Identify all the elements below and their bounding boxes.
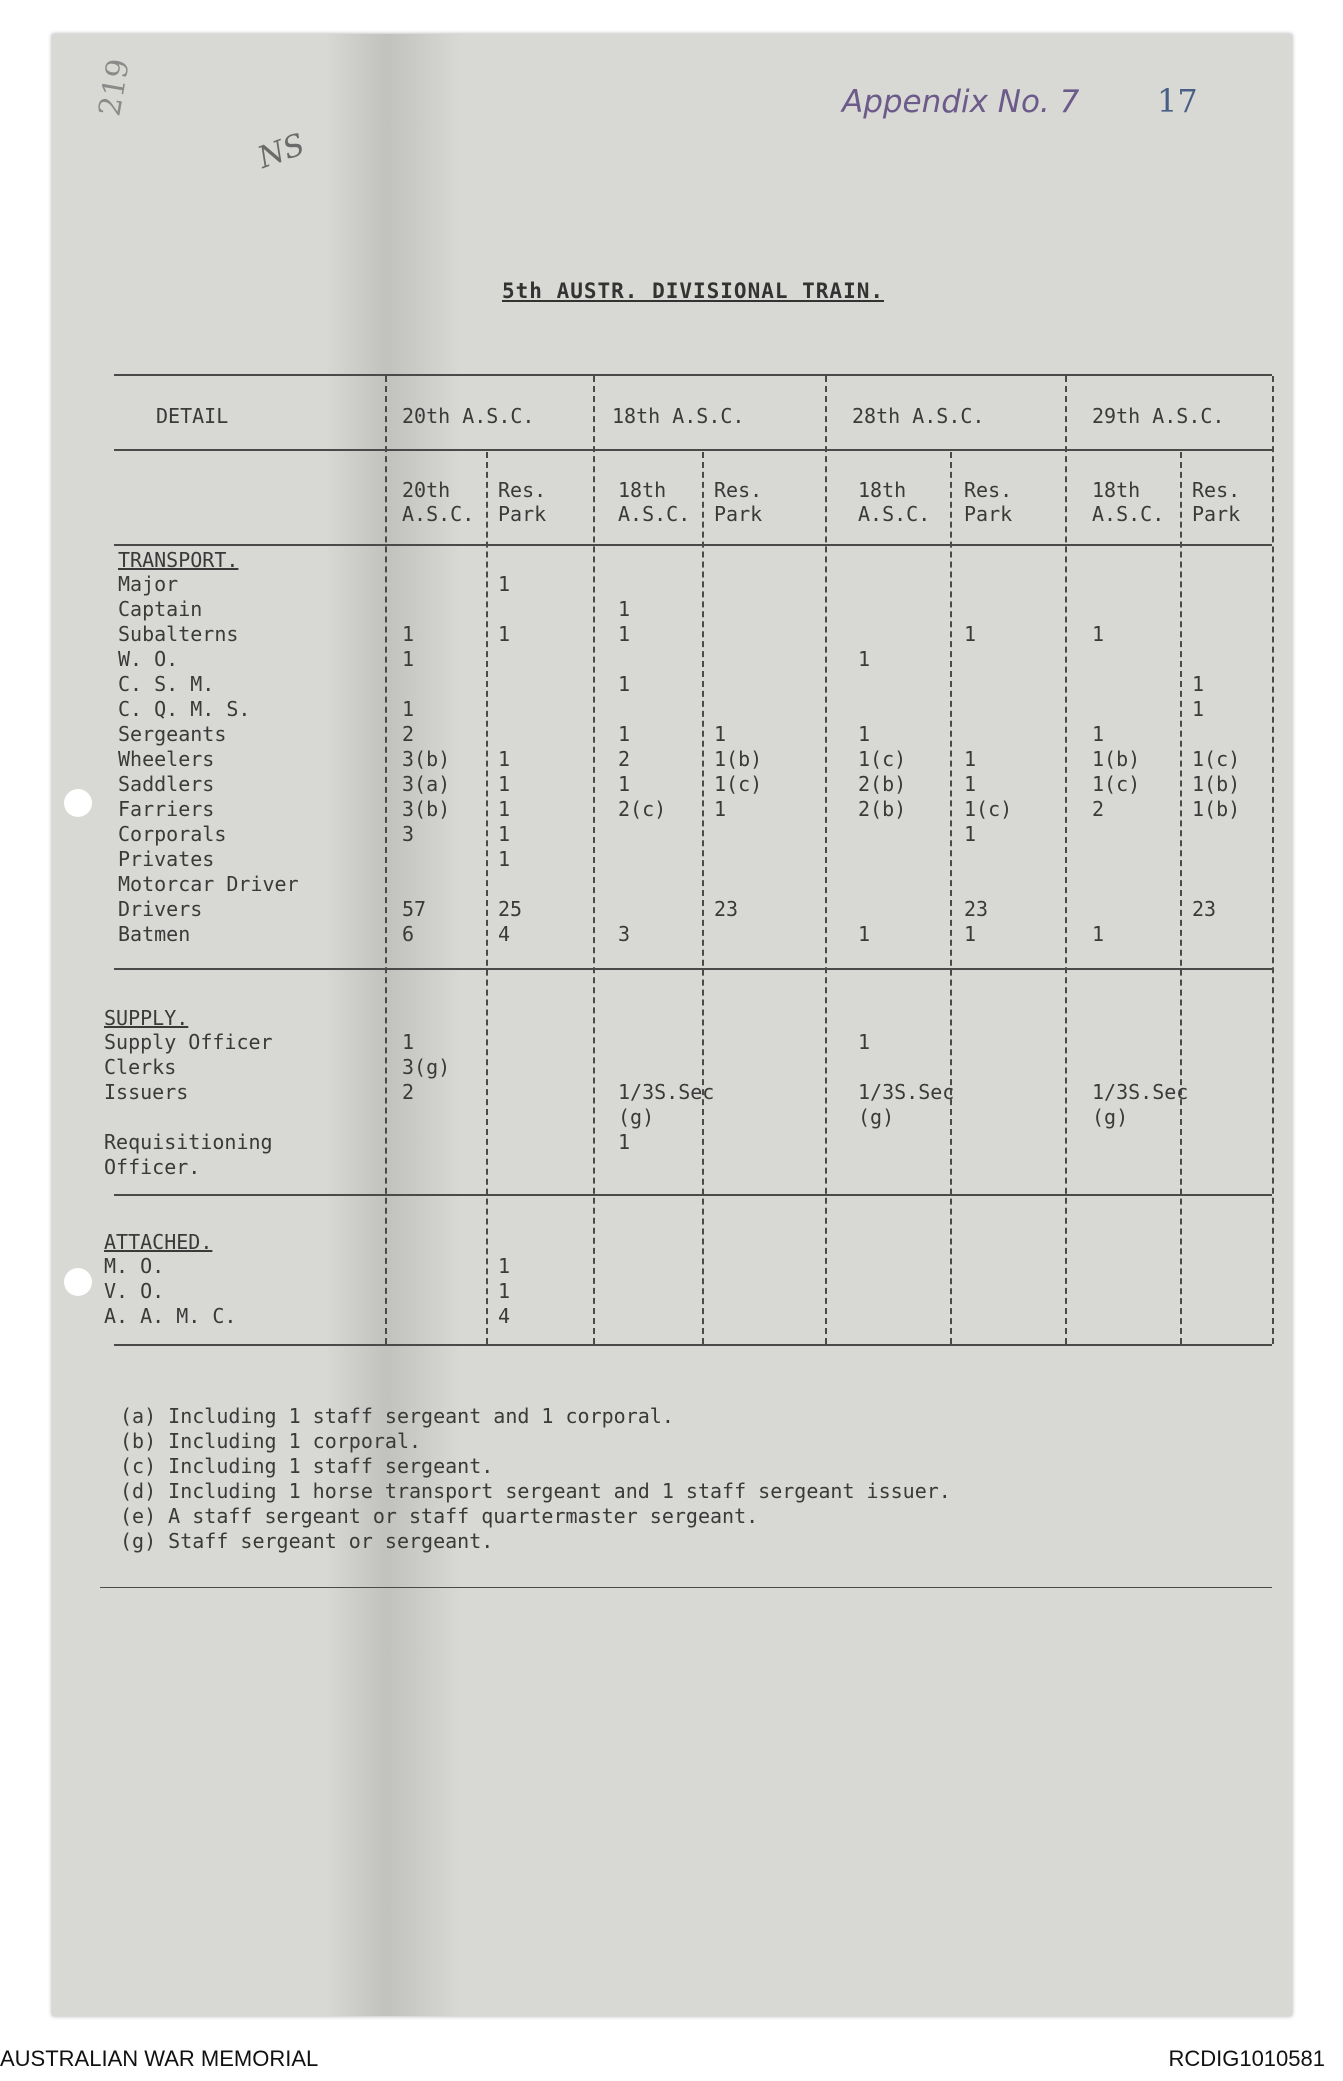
section-supply: SUPPLY. <box>104 1006 189 1030</box>
table-cell: 1 <box>964 622 977 646</box>
row-label: V. O. <box>104 1279 165 1303</box>
row-label: Captain <box>118 597 203 621</box>
table-cell: 1 <box>964 922 977 946</box>
credit-right: RCDIG1010581 <box>1168 2046 1325 2071</box>
table-cell: 2(b) <box>858 772 907 796</box>
table-top-rule <box>114 374 1272 376</box>
handwritten-number: 219 <box>92 56 137 119</box>
col-rule-6 <box>950 452 952 1344</box>
row-label: Requisitioning <box>104 1130 273 1154</box>
row-label: W. O. <box>118 647 179 671</box>
subheader: Park <box>714 502 763 526</box>
document-sheet <box>52 34 1292 2016</box>
page-number: 17 <box>1157 82 1198 120</box>
section-attached: ATTACHED. <box>104 1230 213 1254</box>
row-label: Corporals <box>118 822 227 846</box>
table-cell: 1 <box>618 622 631 646</box>
table-cell: 1 <box>498 772 511 796</box>
table-cell: 1 <box>714 797 727 821</box>
row-label: Major <box>118 572 179 596</box>
subheader: 20th <box>402 478 451 502</box>
row-label: Farriers <box>118 797 215 821</box>
table-cell: 1 <box>402 1030 415 1054</box>
row-label: A. A. M. C. <box>104 1304 237 1328</box>
table-cell: 1 <box>1092 622 1105 646</box>
credit-left: AUSTRALIAN WAR MEMORIAL <box>0 2046 319 2071</box>
row-label: C. S. M. <box>118 672 215 696</box>
footnote: (e) A staff sergeant or staff quartermaster sergeant. <box>120 1504 759 1528</box>
table-cell: 1/3S.Sec <box>858 1080 955 1104</box>
table-cell: 1(c) <box>1192 747 1241 771</box>
subheader: 18th <box>1092 478 1141 502</box>
page-end-rule <box>100 1587 1272 1588</box>
subheader: A.S.C. <box>402 502 475 526</box>
subheader: A.S.C. <box>618 502 691 526</box>
header-group: 20th A.S.C. <box>402 404 535 428</box>
header-bottom-rule <box>114 544 1272 546</box>
table-cell: 1 <box>498 747 511 771</box>
table-cell: 1(b) <box>1192 797 1241 821</box>
supply-bottom-rule <box>114 1194 1272 1196</box>
table-cell: 1(b) <box>1092 747 1141 771</box>
col-rule-3 <box>593 376 595 1344</box>
table-cell: 1 <box>1092 922 1105 946</box>
header-group: 28th A.S.C. <box>852 404 985 428</box>
table-cell: 25 <box>498 897 523 921</box>
footnote: (d) Including 1 horse transport sergeant and 1 staff sergeant issuer. <box>120 1479 951 1503</box>
row-label: C. Q. M. S. <box>118 697 251 721</box>
table-cell: 1(c) <box>858 747 907 771</box>
footnote: (c) Including 1 staff sergeant. <box>120 1454 494 1478</box>
table-cell: 1 <box>618 672 631 696</box>
table-cell: 3(b) <box>402 747 451 771</box>
table-cell: 4 <box>498 922 511 946</box>
table-cell: 1 <box>498 822 511 846</box>
subheader: 18th <box>618 478 667 502</box>
subheader: Res. <box>714 478 763 502</box>
table-cell: 3 <box>618 922 631 946</box>
row-label: Motorcar Driver <box>118 872 299 896</box>
footnote: (b) Including 1 corporal. <box>120 1429 422 1453</box>
table-cell: 1 <box>498 1279 511 1303</box>
table-cell: 2(c) <box>618 797 667 821</box>
table-cell: 23 <box>964 897 989 921</box>
subheader: A.S.C. <box>858 502 931 526</box>
table-cell: 1 <box>498 797 511 821</box>
table-cell: (g) <box>1092 1105 1129 1129</box>
table-cell: 1 <box>858 647 871 671</box>
subheader: Res. <box>1192 478 1241 502</box>
row-label: Batmen <box>118 922 191 946</box>
table-cell: 4 <box>498 1304 511 1328</box>
table-cell: 1 <box>618 772 631 796</box>
row-label: Privates <box>118 847 215 871</box>
subheader: Res. <box>964 478 1013 502</box>
col-rule-7 <box>1065 376 1067 1344</box>
subheader: 18th <box>858 478 907 502</box>
table-bottom-rule <box>114 1344 1272 1346</box>
table-cell: 1 <box>714 722 727 746</box>
table-cell: 6 <box>402 922 415 946</box>
row-label: Sergeants <box>118 722 227 746</box>
subheader: A.S.C. <box>1092 502 1165 526</box>
table-cell: 1 <box>858 922 871 946</box>
row-label: Officer. <box>104 1155 201 1179</box>
header-group: 29th A.S.C. <box>1092 404 1225 428</box>
table-cell: 1 <box>618 597 631 621</box>
row-label: Wheelers <box>118 747 215 771</box>
col-rule-8 <box>1180 452 1182 1344</box>
table-cell: 1 <box>498 572 511 596</box>
handwritten-initials: NS <box>253 127 310 176</box>
transport-bottom-rule <box>114 968 1272 970</box>
header-group: 18th A.S.C. <box>612 404 745 428</box>
table-cell: 23 <box>1192 897 1217 921</box>
table-cell: 1 <box>498 847 511 871</box>
table-cell: 1(c) <box>714 772 763 796</box>
table-cell: 1 <box>402 697 415 721</box>
col-rule-5 <box>825 376 827 1344</box>
document-title: 5th AUSTR. DIVISIONAL TRAIN. <box>502 279 885 303</box>
table-cell: (g) <box>858 1105 895 1129</box>
row-label: Subalterns <box>118 622 239 646</box>
row-label: M. O. <box>104 1254 165 1278</box>
subheader: Park <box>964 502 1013 526</box>
row-label: Clerks <box>104 1055 177 1079</box>
table-cell: 1 <box>1192 697 1205 721</box>
table-cell: 1(b) <box>1192 772 1241 796</box>
table-cell: 1(c) <box>1092 772 1141 796</box>
table-cell: 2 <box>402 1080 415 1104</box>
section-transport: TRANSPORT. <box>118 548 239 572</box>
row-label: Drivers <box>118 897 203 921</box>
table-cell: 1/3S.Sec <box>1092 1080 1189 1104</box>
table-cell: 1(b) <box>714 747 763 771</box>
table-cell: 1 <box>1092 722 1105 746</box>
table-cell: 3(b) <box>402 797 451 821</box>
table-cell: 3 <box>402 822 415 846</box>
table-cell: 57 <box>402 897 427 921</box>
table-cell: 3(g) <box>402 1055 451 1079</box>
table-cell: 1 <box>1192 672 1205 696</box>
table-cell: 1 <box>402 622 415 646</box>
footnote: (g) Staff sergeant or sergeant. <box>120 1529 494 1553</box>
table-cell: 1 <box>618 1130 631 1154</box>
table-cell: 2(b) <box>858 797 907 821</box>
subheader: Park <box>498 502 547 526</box>
appendix-stamp: Appendix No. 7 <box>842 84 1080 120</box>
table-cell: 3(a) <box>402 772 451 796</box>
header-detail: DETAIL <box>156 404 229 428</box>
table-cell: 1 <box>402 647 415 671</box>
table-cell: 2 <box>402 722 415 746</box>
header-mid-rule <box>114 449 1272 451</box>
table-cell: 1 <box>964 772 977 796</box>
col-rule-1 <box>385 376 387 1344</box>
table-cell: (g) <box>618 1105 655 1129</box>
table-cell: 1 <box>964 822 977 846</box>
table-cell: 1 <box>964 747 977 771</box>
table-cell: 23 <box>714 897 739 921</box>
table-cell: 1 <box>858 1030 871 1054</box>
col-rule-2 <box>486 452 488 1344</box>
col-rule-9 <box>1272 376 1274 1344</box>
row-label: Saddlers <box>118 772 215 796</box>
table-cell: 1 <box>618 722 631 746</box>
col-rule-4 <box>702 452 704 1344</box>
table-cell: 1/3S.Sec <box>618 1080 715 1104</box>
table-cell: 2 <box>618 747 631 771</box>
punch-hole-top <box>64 789 92 817</box>
punch-hole-bottom <box>64 1268 92 1296</box>
subheader: Park <box>1192 502 1241 526</box>
table-cell: 1 <box>858 722 871 746</box>
footnote: (a) Including 1 staff sergeant and 1 corporal. <box>120 1404 674 1428</box>
table-cell: 1 <box>498 622 511 646</box>
subheader: Res. <box>498 478 547 502</box>
row-label: Supply Officer <box>104 1030 273 1054</box>
row-label: Issuers <box>104 1080 189 1104</box>
table-cell: 2 <box>1092 797 1105 821</box>
table-cell: 1(c) <box>964 797 1013 821</box>
table-cell: 1 <box>498 1254 511 1278</box>
